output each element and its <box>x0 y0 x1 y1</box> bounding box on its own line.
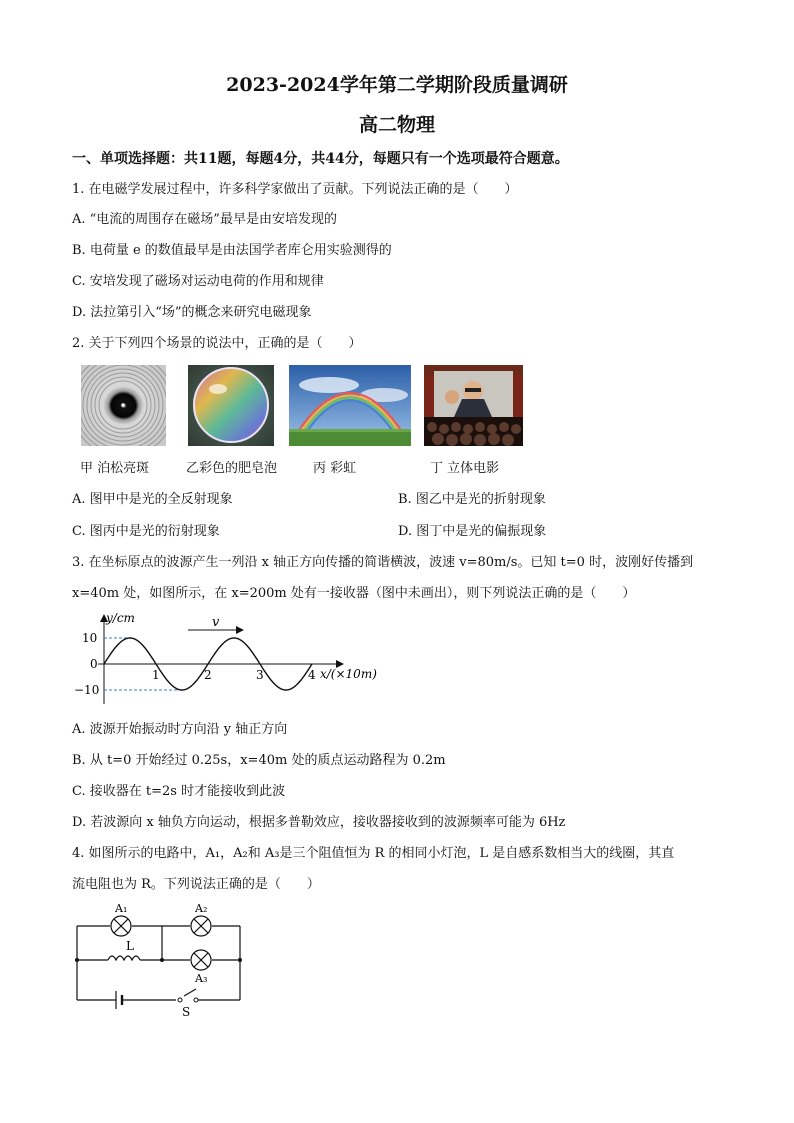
exam-subject: 高二物理 <box>358 114 435 136</box>
q4-stem-line1: 4. 如图所示的电路中，A₁，A₂和 A₃是三个阻值恒为 R 的相同小灯泡，L 是自感系数相当大的线圈，其直 <box>72 846 675 861</box>
y-tick-label-0: 10 <box>82 631 98 645</box>
y-tick-label-2: −10 <box>74 683 100 697</box>
q3-option-c: C. 接收器在 t=2s 时才能接收到此波 <box>72 784 286 799</box>
rainbow-image <box>289 365 411 446</box>
label-a1: A₁ <box>115 902 128 915</box>
q3-stem-line1: 3. 在坐标原点的波源产生一列沿 x 轴正方向传播的简谐横波，波速 v=80m/s。已知 t=0 时，波刚好传播到 <box>72 555 694 570</box>
caption-ding: 丁 立体电影 <box>430 461 500 476</box>
q2-option-d: D. 图丁中是光的偏振现象 <box>398 524 547 539</box>
q1-option-a: A. “电流的周围存在磁场”最早是由安培发现的 <box>72 212 337 227</box>
q2-stem: 2. 关于下列四个场景的说法中，正确的是（ ） <box>72 336 362 351</box>
caption-yi: 乙彩色的肥皂泡 <box>186 461 278 476</box>
q3-option-d: D. 若波源向 x 轴负方向运动，根据多普勒效应，接收器接收到的波源频率可能为 6Hz <box>72 815 566 830</box>
soap-bubble-image <box>188 365 274 446</box>
x-tick-label-4: 4 <box>308 668 316 682</box>
x-tick-label-2: 2 <box>204 668 212 682</box>
y-axis-label: y/cm <box>106 611 135 625</box>
q3-option-b: B. 从 t=0 开始经过 0.25s，x=40m 处的质点运动路程为 0.2m <box>72 753 446 768</box>
x-tick-label-3: 3 <box>256 668 264 682</box>
section-heading: 一、单项选择题：共11题，每题4分，共44分，每题只有一个选项最符合题意。 <box>72 151 569 167</box>
q1-option-c: C. 安培发现了磁场对运动电荷的作用和规律 <box>72 274 324 289</box>
velocity-label: v <box>212 615 220 630</box>
caption-jia: 甲 泊松亮斑 <box>80 461 150 476</box>
3d-movie-image <box>424 365 523 446</box>
exam-title: 2023-2024学年第二学期阶段质量调研 <box>226 74 568 96</box>
q2-option-c: C. 图丙中是光的衍射现象 <box>72 524 220 539</box>
caption-bing: 丙 彩虹 <box>313 461 357 476</box>
q1-option-d: D. 法拉第引入“场”的概念来研究电磁现象 <box>72 305 312 320</box>
q2-option-b: B. 图乙中是光的折射现象 <box>398 492 546 507</box>
label-s: S <box>182 1005 191 1019</box>
q1-stem: 1. 在电磁学发展过程中，许多科学家做出了贡献。下列说法正确的是（ ） <box>72 182 518 197</box>
q4-stem-line2: 流电阻也为 R。下列说法正确的是（ ） <box>72 877 320 892</box>
label-a2: A₂ <box>195 902 208 915</box>
label-a3: A₃ <box>195 972 208 985</box>
y-tick-label-1: 0 <box>90 657 98 671</box>
poisson-spot-image <box>81 365 166 446</box>
q3-option-a: A. 波源开始振动时方向沿 y 轴正方向 <box>72 722 288 737</box>
x-axis-label: x/(×10m) <box>320 667 377 681</box>
q1-option-b: B. 电荷量 e 的数值最早是由法国学者库仑用实验测得的 <box>72 243 392 258</box>
circuit-diagram <box>72 898 252 1020</box>
label-l: L <box>126 939 134 953</box>
x-tick-label-1: 1 <box>152 668 160 682</box>
q2-option-a: A. 图甲中是光的全反射现象 <box>72 492 233 507</box>
q3-stem-line2: x=40m 处，如图所示，在 x=200m 处有一接收器（图中未画出），则下列说法正确的是（ ） <box>72 586 636 601</box>
wave-graph <box>72 608 392 708</box>
